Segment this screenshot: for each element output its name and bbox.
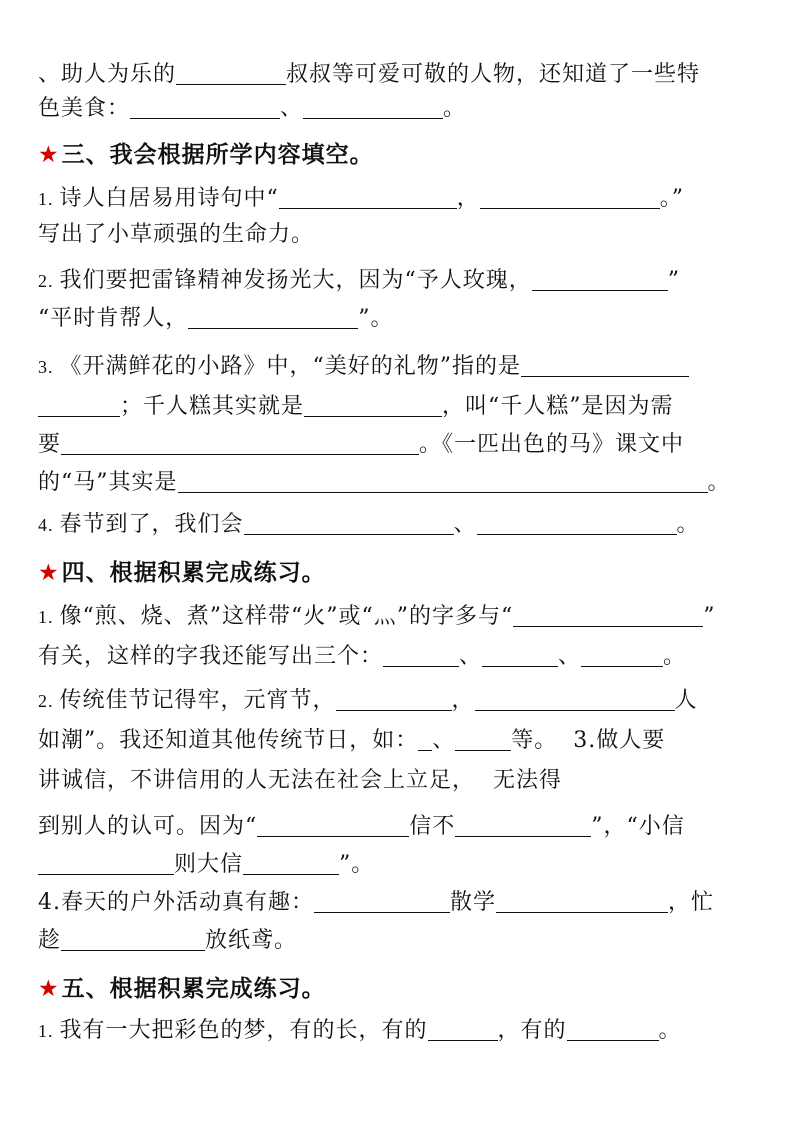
intro-text: 叔叔等可爱可敬的人物，还知道了一些特: [286, 62, 701, 87]
question-text: 则大信: [174, 852, 244, 877]
question-text: 到别人的认可。因为“: [38, 814, 258, 839]
answer-blank[interactable]: [475, 684, 675, 711]
question-text: 我们要把雷锋精神发扬光大，因为“予人玫瑰，: [59, 268, 532, 293]
answer-blank[interactable]: [513, 600, 703, 627]
answer-blank[interactable]: [38, 390, 120, 417]
question-text: 4.春天的户外活动真有趣：: [38, 890, 314, 915]
answer-blank[interactable]: [477, 508, 677, 535]
answer-blank[interactable]: [314, 886, 450, 913]
answer-blank[interactable]: [581, 640, 663, 667]
question-number: 2.: [38, 691, 54, 711]
section-title: 四、根据积累完成练习。: [61, 560, 326, 586]
s3-q3-line-4: [38, 466, 756, 500]
intro-text: 、助人为乐的: [38, 62, 177, 87]
separator: 、: [432, 728, 456, 753]
separator: 、: [558, 644, 582, 669]
s3-q3-line-1: [38, 350, 756, 384]
question-text: 传统佳节记得牢，元宵节，: [59, 688, 336, 713]
answer-blank[interactable]: [257, 810, 409, 837]
answer-blank[interactable]: [244, 508, 454, 535]
question-text: 趁: [38, 928, 62, 953]
punctuation: 。”: [659, 186, 685, 211]
s4-q2-line-1: [38, 684, 756, 718]
answer-blank[interactable]: [532, 264, 668, 291]
question-text: 春节到了，我们会: [59, 512, 244, 537]
punctuation: 。: [443, 96, 467, 121]
punctuation: ”: [703, 604, 716, 629]
star-icon: ★: [38, 560, 60, 586]
answer-blank[interactable]: [130, 92, 280, 119]
question-text: 诗人白居易用诗句中“: [59, 186, 279, 211]
answer-blank[interactable]: [38, 848, 174, 875]
question-text: 无法得: [493, 768, 563, 793]
answer-blank[interactable]: [455, 724, 511, 751]
punctuation: ”。: [339, 852, 375, 877]
s4-q3-line-2: [38, 764, 756, 798]
answer-blank[interactable]: [336, 684, 452, 711]
punctuation: ，: [451, 688, 475, 713]
answer-blank[interactable]: [521, 350, 689, 377]
question-text: 等。: [511, 728, 558, 753]
question-text: “平时肯帮人，: [38, 306, 189, 331]
answer-blank[interactable]: [176, 58, 286, 85]
s3-q2-line-2: [38, 302, 756, 336]
section-3-heading: [38, 138, 756, 172]
question-number: 1.: [38, 607, 54, 627]
answer-blank[interactable]: [303, 92, 443, 119]
question-number: 1.: [38, 1021, 54, 1041]
intro-line-2: [38, 92, 756, 126]
answer-blank[interactable]: [482, 640, 558, 667]
answer-blank[interactable]: [61, 924, 205, 951]
question-text: ，有的: [497, 1018, 567, 1043]
answer-blank[interactable]: [496, 886, 668, 913]
section-5-heading: [38, 972, 756, 1006]
s3-q3-line-2: [38, 390, 756, 424]
question-text: 我有一大把彩色的梦，有的长，有的: [59, 1018, 428, 1043]
answer-blank[interactable]: [418, 724, 432, 751]
s3-q4-line: [38, 508, 756, 542]
answer-blank[interactable]: [178, 466, 708, 493]
question-text: ；千人糕其实就是: [120, 394, 305, 419]
s5-q1-line: [38, 1014, 756, 1048]
question-number: 4.: [38, 515, 54, 535]
question-number: 1.: [38, 189, 54, 209]
question-text: 要: [38, 432, 62, 457]
punctuation: ”: [667, 268, 680, 293]
s3-q3-line-3: [38, 428, 756, 462]
question-text: 写出了小草顽强的生命力。: [38, 222, 315, 247]
question-text: 的“马”其实是: [38, 470, 178, 495]
answer-blank[interactable]: [61, 428, 419, 455]
section-title: 五、根据积累完成练习。: [61, 976, 326, 1002]
punctuation: 。: [676, 512, 700, 537]
question-text: 信不: [409, 814, 456, 839]
question-text: 像“煎、烧、煮”这样带“火”或“灬”的字多与“: [59, 604, 514, 629]
question-text: ，忙: [668, 890, 715, 915]
s4-q4-line-2: [38, 924, 756, 958]
answer-blank[interactable]: [304, 390, 442, 417]
answer-blank[interactable]: [455, 810, 591, 837]
separator: 、: [280, 96, 304, 121]
answer-blank[interactable]: [188, 302, 358, 329]
question-text: 有关，这样的字我还能写出三个：: [38, 644, 384, 669]
s4-q1-line-1: [38, 600, 756, 634]
s4-q3-line-4: [38, 848, 756, 882]
separator: 、: [459, 644, 483, 669]
intro-text: 色美食：: [38, 96, 131, 121]
s3-q1-line-2: [38, 218, 756, 252]
star-icon: ★: [38, 142, 60, 168]
question-text: 。《一匹出色的马》课文中: [419, 432, 685, 457]
s4-q3-line-3: [38, 810, 756, 844]
s3-q2-line-1: [38, 264, 756, 298]
answer-blank[interactable]: [567, 1014, 659, 1041]
answer-blank[interactable]: [480, 182, 660, 209]
answer-blank[interactable]: [279, 182, 457, 209]
question-text: 《开满鲜花的小路》中，“美好的礼物”指的是: [59, 354, 521, 379]
s4-q1-line-2: [38, 640, 756, 674]
question-text: ”，“小信: [591, 814, 685, 839]
punctuation: 。: [663, 644, 687, 669]
question-text: 讲诚信，不讲信用的人无法在社会上立足，: [38, 768, 476, 793]
punctuation: ，: [456, 186, 480, 211]
answer-blank[interactable]: [243, 848, 339, 875]
question-number: 3.: [38, 357, 54, 377]
s4-q4-line-1: [38, 886, 756, 920]
question-text: 放纸鸢。: [205, 928, 298, 953]
punctuation: 。: [658, 1018, 682, 1043]
question-text: 散学: [450, 890, 497, 915]
s3-q1-line-1: [38, 182, 756, 216]
answer-blank[interactable]: [383, 640, 459, 667]
intro-line-1: [38, 58, 756, 92]
question-text: ，叫“千人糕”是因为需: [442, 394, 674, 419]
separator: 、: [453, 512, 477, 537]
punctuation: 。: [707, 470, 731, 495]
star-icon: ★: [38, 976, 60, 1002]
section-title: 三、我会根据所学内容填空。: [61, 142, 374, 168]
question-text: 3.做人要: [573, 728, 666, 753]
question-text: 如潮”。我还知道其他传统节日，如：: [38, 728, 419, 753]
question-number: 2.: [38, 271, 54, 291]
s4-q2-line-2: [38, 724, 756, 758]
section-4-heading: [38, 556, 756, 590]
question-text: 人: [674, 688, 698, 713]
punctuation: ”。: [358, 306, 394, 331]
answer-blank[interactable]: [428, 1014, 498, 1041]
